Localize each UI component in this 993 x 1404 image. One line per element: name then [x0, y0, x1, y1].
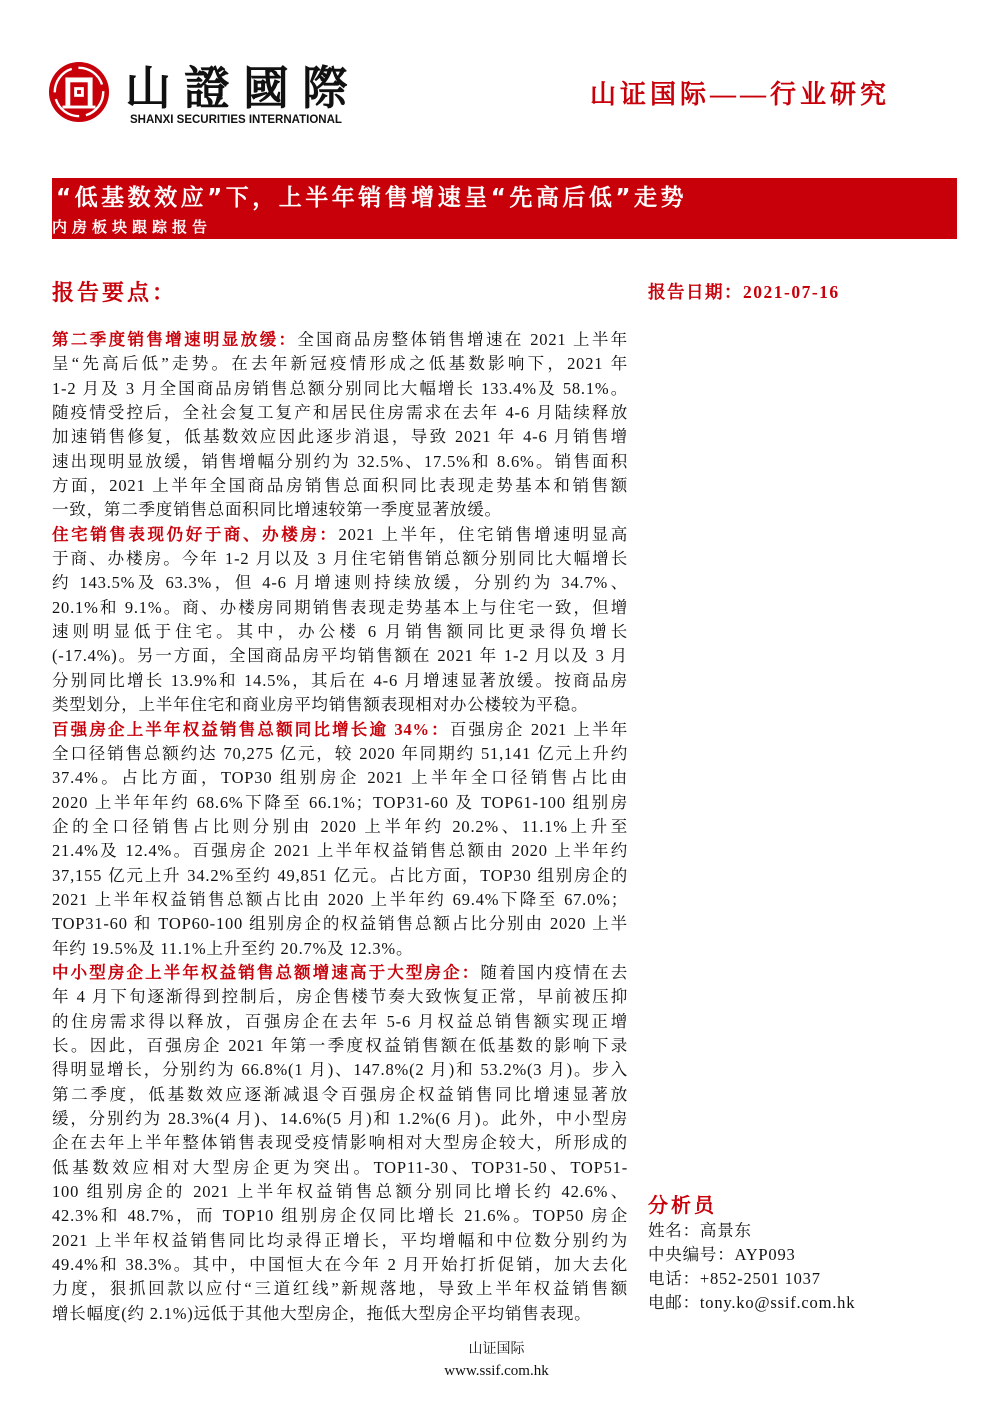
paragraph-line: 类型划分，上半年住宅和商业房平均销售额表现相对办公楼较为平稳。 [52, 695, 589, 715]
paragraph-line-text: 2021 上半年，住宅销售增速明显高 [338, 524, 629, 544]
paragraph-line: 力度，狠抓回款以应付“三道红线”新规落地，导致上半年权益销售额 [52, 1279, 628, 1299]
paragraph-line: 49.4%和 38.3%。其中，中国恒大在今年 2 月开始打折促销，加大去化 [52, 1255, 628, 1275]
paragraph-line: 企在去年上半年整体销售表现受疫情影响相对大型房企较大，所形成的 [52, 1133, 628, 1153]
paragraph-line: 2020 上半年年约 68.6%下降至 66.1%；TOP31-60 及 TOP61-100 组别房 [52, 792, 628, 812]
paragraph-line: 加速销售修复，低基数效应因此逐步消退，导致 2021 年 4-6 月销售增 [52, 427, 628, 447]
analyst-id: AYP093 [734, 1245, 796, 1264]
analyst-email-row [648, 1291, 948, 1315]
paragraph-line: 于商、办楼房。今年 1-2 月以及 3 月住宅销售销总额分别同比大幅增长 [52, 549, 628, 569]
analyst-phone: +852-2501 1037 [699, 1269, 821, 1288]
paragraph-line: (-17.4%)。另一方面，全国商品房平均销售额在 2021 年 1-2 月以及 3 月 [52, 646, 628, 666]
analyst-email-label: 电邮： [648, 1293, 700, 1312]
paragraph-line: 速则明显低于住宅。其中，办公楼 6 月销售额同比更录得负增长 [52, 622, 628, 642]
paragraph-line: 缓，分别约为 28.3%(4 月)、14.6%(5 月)和 1.2%(6 月)。此外，中小型房 [52, 1109, 628, 1128]
paragraph-line: 1-2 月及 3 月全国商品房销售总额分别同比大幅增长 133.4%及 58.1%。 [52, 378, 628, 398]
paragraph-line [52, 523, 628, 547]
analyst-info [648, 1193, 948, 1315]
report-body [52, 328, 628, 1326]
paragraph-line: 年 4 月下旬逐渐得到控制后，房企售楼节奏大致恢复正常，早前被压抑 [52, 987, 628, 1007]
paragraph-line: 约 143.5%及 63.3%，但 4-6 月增速则持续放缓，分别约为 34.7%、 [52, 573, 628, 593]
report-subtitle: 内房板块跟踪报告 [52, 218, 213, 236]
paragraph-residential-sales [52, 523, 628, 718]
paragraph-line: 呈“先高后低”走势。在去年新冠疫情形成之低基数影响下，2021 年 [52, 354, 628, 374]
report-date-label: 报告日期： [648, 282, 743, 302]
footer-website: www.ssif.com.hk [444, 1363, 549, 1379]
paragraph-line: 37.4%。占比方面，TOP30 组别房企 2021 上半年全口径销售占比由 [52, 768, 628, 788]
paragraph-q2-sales-slowdown [52, 328, 628, 523]
paragraph-small-mid-developers [52, 961, 628, 1326]
paragraph-line: 增长幅度(约 2.1%)远低于其他大型房企，拖低大型房企平均销售表现。 [52, 1303, 592, 1323]
paragraph-line: 方面，2021 上半年全国商品房销售总面积同比表现走势基本和销售额 [52, 476, 628, 496]
paragraph-line: 21.4%及 12.4%。百强房企 2021 上半年权益销售总额由 2020 上半年约 [52, 841, 628, 861]
footer-company-name: 山证国际 [468, 1342, 525, 1357]
paragraph-line: 第二季度，低基数效应逐渐减退令百强房企权益销售同比增速显著放 [52, 1084, 628, 1104]
paragraph-line: 速出现明显放缓，销售增幅分别约为 32.5%、17.5%和 8.6%。销售面积 [52, 451, 628, 471]
paragraph-lead-heading: 中小型房企上半年权益销售总额增速高于大型房企： [52, 962, 481, 982]
analyst-id-label: 中央编号： [648, 1245, 735, 1264]
paragraph-line-text: 全国商品房整体销售增速在 2021 上半年 [297, 330, 628, 349]
paragraph-line: 37,155 亿元上升 34.2%至约 49,851 亿元。占比方面，TOP30 组别房企的 [52, 865, 628, 885]
paragraph-line: 长。因此，百强房企 2021 年第一季度权益销售额在低基数的影响下录 [52, 1035, 628, 1055]
analyst-name-label: 姓名： [648, 1221, 700, 1240]
paragraph-line [52, 961, 628, 985]
paragraph-line: 2021 上半年权益销售同比均录得正增长，平均增幅和中位数分别约为 [52, 1230, 628, 1250]
shanxi-securities-emblem-icon [48, 61, 110, 123]
analyst-name-row [648, 1219, 948, 1243]
paragraph-line: 全口径销售总额约达 70,275 亿元，较 2020 年同期约 51,141 亿元上升约 [52, 743, 628, 763]
paragraph-line: 一致，第二季度销售总面积同比增速较第一季度显著放缓。 [52, 500, 502, 520]
analyst-heading: 分析员 [648, 1195, 717, 1217]
paragraph-lead-heading: 住宅销售表现仍好于商、办楼房： [52, 524, 339, 544]
paragraph-line: 年约 19.5%及 11.1%上升至约 20.7%及 12.3%。 [52, 938, 414, 958]
page-footer [0, 1339, 993, 1381]
paragraph-line: 20.1%和 9.1%。商、办楼房同期销售表现走势基本上与住宅一致，但增 [52, 597, 628, 617]
company-name-english: SHANXI SECURITIES INTERNATIONAL [130, 114, 342, 126]
analyst-email: tony.ko@ssif.com.hk [699, 1293, 856, 1312]
paragraph-line: 2021 上半年权益销售总额占比由 2020 上半年约 69.4%下降至 67.0%； [52, 889, 628, 909]
analyst-name: 高景东 [699, 1221, 752, 1240]
paragraph-line: 低基数效应相对大型房企更为突出。TOP11-30、TOP31-50、TOP51- [52, 1157, 628, 1177]
report-series-label: 山证国际——行业研究 [590, 80, 891, 109]
paragraph-line: 分别同比增长 13.9%和 14.5%，其后在 4-6 月增速显著放缓。按商品房 [52, 670, 628, 690]
paragraph-line: 随疫情受控后，全社会复工复产和居民住房需求在去年 4-6 月陆续释放 [52, 403, 628, 423]
paragraph-lead-heading: 百强房企上半年权益销售总额同比增长逾 34%： [52, 719, 450, 739]
analyst-id-row [648, 1243, 948, 1267]
analyst-phone-label: 电话： [648, 1269, 700, 1288]
company-name: 山證國際 [125, 61, 361, 115]
paragraph-line: 企的全口径销售占比则分别由 2020 上半年约 20.2%、11.1%上升至 [52, 816, 628, 836]
paragraph-line: 的住房需求得以释放，百强房企在去年 5-6 月权益总销售额实现正增 [52, 1011, 628, 1031]
paragraph-line [52, 328, 628, 352]
paragraph-top100-sales [52, 718, 628, 961]
title-banner [52, 178, 957, 239]
report-date-value: 2021-07-16 [743, 282, 840, 302]
paragraph-line: 得明显增长，分别约为 66.8%(1 月)、147.8%(2 月)和 53.2%(3 月)。步入 [52, 1060, 628, 1080]
paragraph-line: TOP31-60 和 TOP60-100 组别房企的权益销售总额占比分别由 2020 上半 [52, 914, 628, 934]
paragraph-line-text: 随着国内疫情在去 [480, 962, 628, 982]
paragraph-lead-heading: 第二季度销售增速明显放缓： [52, 330, 298, 349]
paragraph-line-text: 百强房企 2021 上半年 [449, 719, 628, 739]
paragraph-line: 42.3%和 48.7%，而 TOP10 组别房企仅同比增长 21.6%。TOP50 房企 [52, 1206, 628, 1226]
analyst-phone-row [648, 1267, 948, 1291]
report-title: “低基数效应”下，上半年销售增速呈“先高后低”走势 [56, 185, 687, 211]
paragraph-line [52, 718, 628, 742]
summary-heading: 报告要点： [52, 280, 178, 305]
report-date [648, 280, 840, 304]
paragraph-line: 100 组别房企的 2021 上半年权益销售总额分别同比增长约 42.6%、 [52, 1182, 628, 1202]
